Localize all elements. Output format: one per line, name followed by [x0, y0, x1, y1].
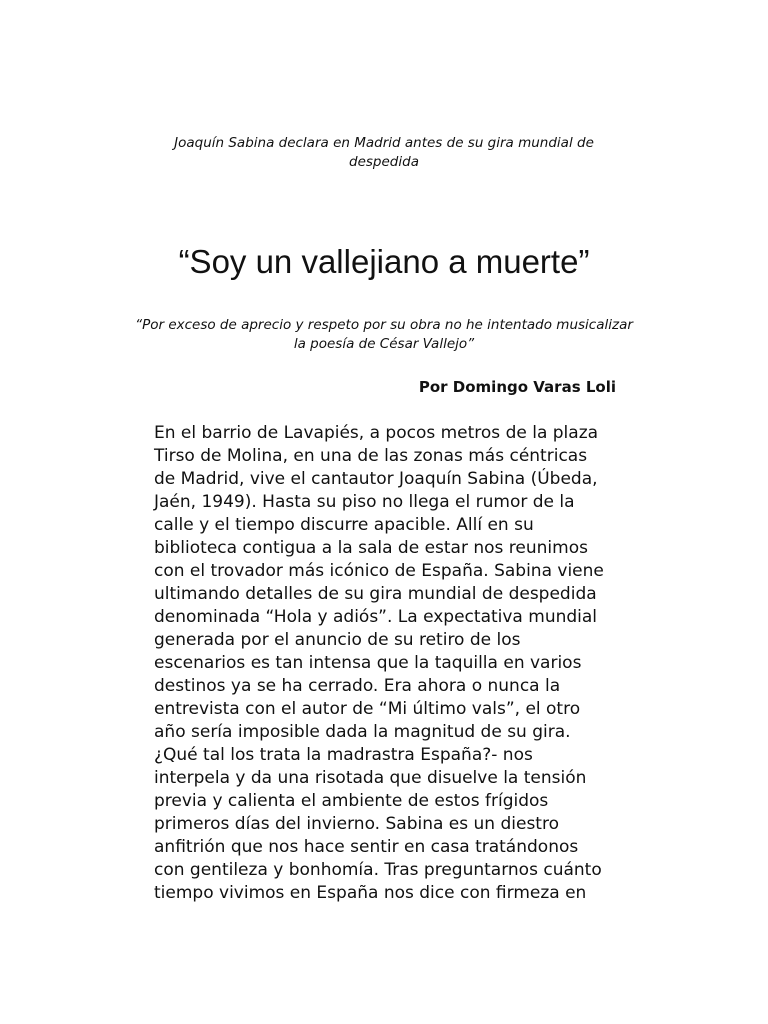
body-line: anfitrión que nos hace sentir en casa tratándonos [154, 837, 579, 857]
article-headline: “Soy un vallejiano a muerte” [178, 243, 590, 280]
body-line: calle y el tiempo discurre apacible. Allí en su [154, 515, 534, 535]
body-line: interpela y da una risotada que disuelve la tensión [154, 768, 587, 788]
body-line: escenarios es tan intensa que la taquilla en varios [154, 653, 582, 673]
body-line: denominada “Hola y adiós”. La expectativa mundial [154, 607, 598, 627]
body-line: previa y calienta el ambiente de estos frígidos [154, 791, 549, 811]
article-subhead-quote: “Por exceso de aprecio y respeto por su obra no he intentado musicalizar la poesía de César Vallejo” [135, 317, 633, 352]
body-line: con gentileza y bonhomía. Tras preguntarnos cuánto [154, 860, 602, 880]
body-line: Jaén, 1949). Hasta su piso no llega el rumor de la [154, 492, 575, 512]
body-line: primeros días del invierno. Sabina es un diestro [154, 814, 559, 834]
article-body [154, 422, 624, 905]
body-line: de Madrid, vive el cantautor Joaquín Sabina (Úbeda, [154, 469, 598, 489]
body-line: generada por el anuncio de su retiro de los [154, 630, 521, 650]
body-line: tiempo vivimos en España nos dice con firmeza en [154, 883, 587, 903]
body-line: En el barrio de Lavapiés, a pocos metros de la plaza [154, 423, 599, 443]
article-byline: Por Domingo Varas Loli [418, 378, 616, 396]
body-line: biblioteca contigua a la sala de estar nos reunimos [154, 538, 588, 558]
body-line: con el trovador más icónico de España. Sabina viene [154, 561, 604, 581]
body-line: ¿Qué tal los trata la madrastra España?- nos [154, 745, 533, 765]
article-kicker: Joaquín Sabina declara en Madrid antes de su gira mundial de despedida [174, 135, 594, 170]
body-line: entrevista con el autor de “Mi último vals”, el otro [154, 699, 581, 719]
body-line: año sería imposible dada la magnitud de su gira. [154, 722, 571, 742]
body-line: destinos ya se ha cerrado. Era ahora o nunca la [154, 676, 561, 696]
body-line: ultimando detalles de su gira mundial de despedida [154, 584, 597, 604]
body-line: Tirso de Molina, en una de las zonas más céntricas [154, 446, 588, 466]
